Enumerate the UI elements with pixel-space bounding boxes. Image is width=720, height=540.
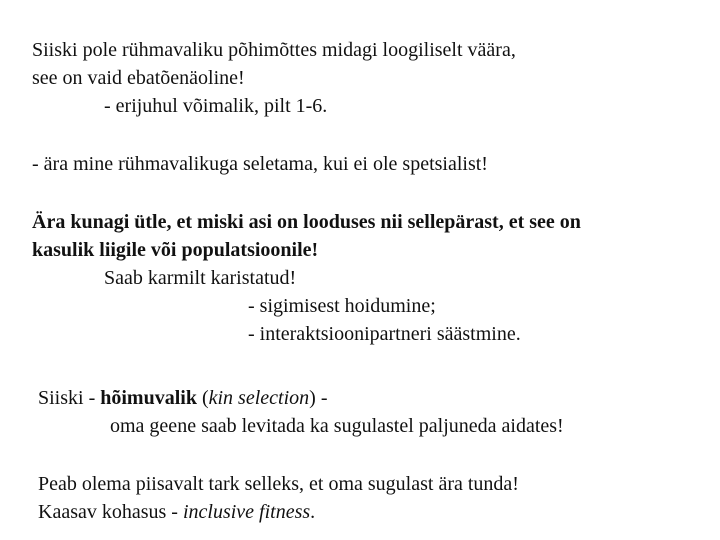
block2-line1: - ära mine rühmavalikuga seletama, kui ei ole spetsialist!	[32, 153, 488, 175]
block5-suffix: .	[310, 501, 316, 523]
block5-line1: Peab olema piisavalt tark selleks, et oma sugulast ära tunda!	[38, 473, 519, 495]
block3-line3: Saab karmilt karistatud!	[104, 267, 297, 289]
block1-line3: - erijuhul võimalik, pilt 1-6.	[104, 95, 328, 117]
block4-term-en: kin selection	[208, 387, 310, 409]
block4-term: hõimuvalik	[100, 387, 197, 409]
block3-line1: Ära kunagi ütle, et miski asi on looduses nii sellepärast, et see on	[32, 211, 581, 233]
block3-line2: kasulik liigile või populatsioonile!	[32, 239, 319, 261]
block5-prefix: Kaasav kohasus -	[38, 501, 183, 523]
block1-line1: Siiski pole rühmavaliku põhimõttes midagi loogiliselt väära,	[32, 39, 516, 61]
block4-paren-open: (	[196, 387, 209, 409]
block4-paren-close: ) -	[309, 387, 328, 409]
block4-line1	[38, 384, 327, 412]
block4-prefix: Siiski -	[38, 387, 101, 409]
block3-line5: - interaktsioonipartneri säästmine.	[248, 323, 521, 345]
block3-line4: - sigimisest hoidumine;	[248, 295, 436, 317]
block4-line2: oma geene saab levitada ka sugulastel paljuneda aidates!	[110, 415, 564, 437]
block5-line2	[38, 498, 315, 526]
block5-term: inclusive fitness	[182, 501, 311, 523]
block1-line2: see on vaid ebatõenäoline!	[32, 67, 245, 89]
